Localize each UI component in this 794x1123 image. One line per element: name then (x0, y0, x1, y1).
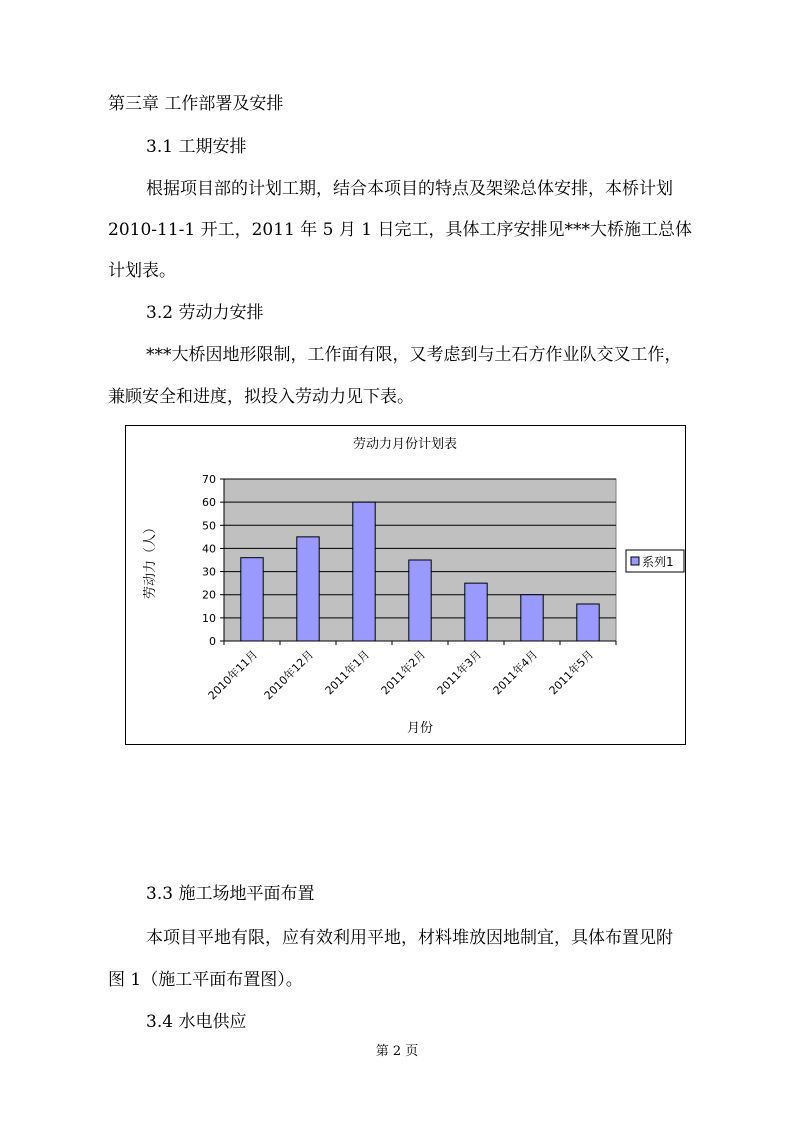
y-tick-label: 20 (202, 588, 216, 602)
bar (577, 604, 599, 641)
chart-title: 劳动力月份计划表 (352, 437, 458, 452)
section-3-1-para-line-2: 2010-11-1 开工，2011 年 5 月 1 日完工，具体工序安排见***大桥施工总体 (108, 220, 693, 240)
x-tick-label: 2011年1月 (322, 647, 373, 698)
y-tick-label: 50 (202, 519, 216, 533)
chapter-title: 第三章 工作部署及安排 (108, 94, 284, 114)
page-footer: 第 2 页 (375, 1044, 419, 1059)
section-3-2-heading: 3.2 劳动力安排 (146, 303, 264, 323)
y-tick-label: 40 (202, 542, 216, 556)
bar (465, 583, 487, 641)
x-tick-label: 2010年11月 (205, 647, 261, 703)
y-tick-label: 0 (209, 635, 216, 648)
section-3-1-heading: 3.1 工期安排 (146, 137, 247, 157)
y-tick-label: 30 (202, 565, 216, 579)
section-3-2-para-line-2: 兼顾安全和进度，拟投入劳动力见下表。 (108, 387, 414, 407)
bar (409, 560, 431, 641)
section-3-3-para-line-1: 本项目平地有限，应有效利用平地，材料堆放因地制宜，具体布置见附 (146, 928, 673, 948)
x-tick-label: 2011年2月 (378, 647, 429, 698)
x-axis-title: 月份 (406, 721, 434, 736)
x-tick-label: 2011年4月 (490, 647, 541, 698)
x-tick-label: 2010年12月 (261, 647, 317, 703)
section-3-2-para-line-1: ***大桥因地形限制，工作面有限，又考虑到与土石方作业队交叉工作， (146, 345, 682, 365)
labor-chart-svg (126, 426, 685, 744)
legend-label: 系列1 (642, 555, 674, 569)
labor-chart (125, 425, 686, 745)
section-3-1-para-line-3: 计划表。 (108, 261, 176, 281)
y-tick-label: 10 (202, 611, 216, 625)
y-axis-title: 劳动力（人） (143, 520, 158, 600)
bar (297, 537, 319, 641)
bar (353, 502, 375, 641)
section-3-3-para-line-2: 图 1（施工平面布置图）。 (108, 970, 303, 990)
section-3-1-para-line-1: 根据项目部的计划工期，结合本项目的特点及架梁总体安排，本桥计划 (146, 179, 673, 199)
bar (521, 595, 543, 641)
y-tick-label: 70 (202, 473, 216, 486)
section-3-3-heading: 3.3 施工场地平面布置 (146, 884, 315, 904)
legend-swatch (631, 557, 639, 565)
x-tick-label: 2011年5月 (546, 647, 597, 698)
bar (241, 558, 263, 641)
section-3-4-heading: 3.4 水电供应 (146, 1012, 247, 1032)
y-tick-label: 60 (202, 496, 216, 510)
x-tick-label: 2011年3月 (434, 647, 485, 698)
